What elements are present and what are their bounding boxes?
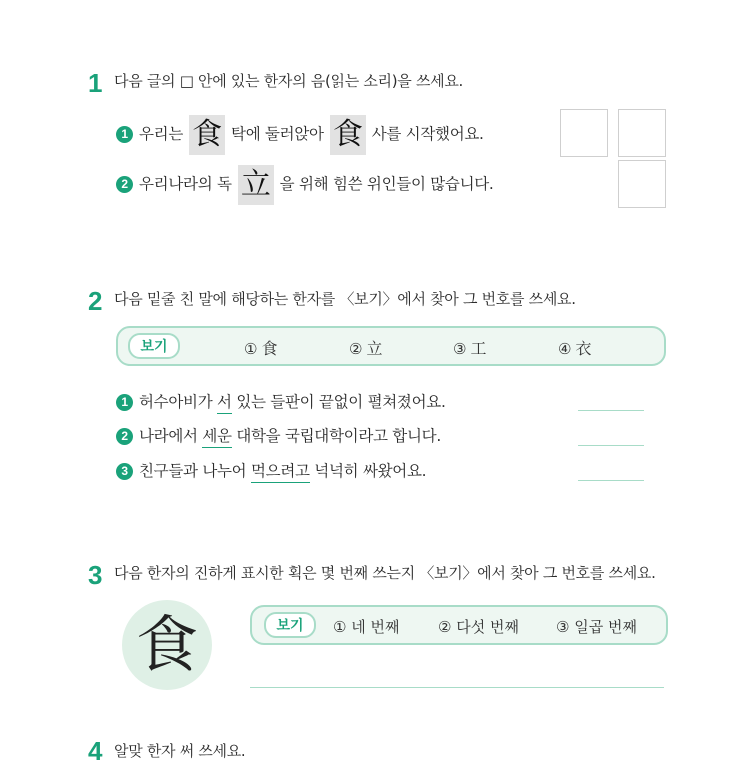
q2-item-2 (116, 428, 441, 445)
bogi-option-2 (349, 336, 382, 359)
question-2-number: 2 (88, 286, 103, 316)
answer-line-3[interactable] (578, 480, 644, 481)
hanja-box: 食 (189, 115, 225, 155)
bogi-label: 보기 (264, 612, 316, 638)
option-hanja: 衣 (575, 339, 592, 358)
question-1-prompt: 다음 글의 □ 안에 있는 한자의 음(읽는 소리)을 쓰세요. (114, 72, 463, 90)
bogi-option-1: ① 네 번째 (333, 618, 400, 636)
sentence-text: 친구들과 나누어 (139, 462, 251, 480)
sentence-text: 우리나라의 독 (139, 175, 232, 193)
answer-line-1[interactable] (578, 410, 644, 411)
item-marker: 1 (116, 126, 133, 143)
option-hanja: 食 (261, 339, 278, 358)
bogi-option-2: ② 다섯 번째 (438, 618, 519, 636)
option-number: ② (349, 340, 363, 358)
answer-line-2[interactable] (578, 445, 644, 446)
q2-item-3 (116, 463, 426, 480)
item-marker: 1 (116, 394, 133, 411)
sentence-text: 있는 들판이 끝없이 펼쳐졌어요. (231, 393, 446, 411)
underlined-word: 세운 (202, 427, 231, 448)
bogi-option-4 (558, 336, 591, 359)
question-2-prompt: 다음 밑줄 친 말에 해당하는 한자를 〈보기〉에서 찾아 그 번호를 쓰세요. (114, 290, 576, 308)
option-number: ③ (453, 340, 467, 358)
item-marker: 3 (116, 463, 133, 480)
question-4-prompt: 알맞 한자 써 쓰세요. (114, 742, 246, 760)
bogi-option-3 (453, 336, 486, 359)
sentence-text: 을 위해 힘쓴 위인들이 많습니다. (279, 175, 494, 193)
answer-box-2[interactable] (618, 160, 666, 208)
sentence-text: 탁에 둘러앉아 (231, 125, 324, 143)
question-3-number: 3 (88, 560, 103, 590)
underlined-word: 서 (217, 393, 232, 414)
q2-item-1 (116, 394, 446, 411)
answer-box-1a[interactable] (560, 109, 608, 157)
item-marker: 2 (116, 176, 133, 193)
q1-item-1 (116, 114, 484, 154)
bogi-option-3: ③ 일곱 번째 (556, 618, 637, 636)
hanja-box: 食 (330, 115, 366, 155)
big-hanja: 食 (135, 608, 198, 681)
item-marker: 2 (116, 428, 133, 445)
bogi-label: 보기 (128, 333, 180, 359)
underlined-word: 먹으려고 (251, 462, 310, 483)
option-hanja: 立 (366, 339, 383, 358)
hanja-box: 立 (238, 165, 274, 205)
question-3-prompt: 다음 한자의 진하게 표시한 획은 몇 번째 쓰는지 〈보기〉에서 찾아 그 번호를 쓰세요. (114, 564, 656, 582)
sentence-text: 넉넉히 싸왔어요. (309, 462, 427, 480)
q1-item-2 (116, 164, 494, 204)
bogi-option-1 (244, 336, 277, 359)
option-number: ④ (558, 340, 572, 358)
option-number: ① (244, 340, 258, 358)
sentence-text: 사를 시작했어요. (371, 125, 484, 143)
sentence-text: 허수아비가 (139, 393, 217, 411)
sentence-text: 우리는 (139, 125, 184, 143)
question-1-number: 1 (88, 68, 103, 98)
question-4-number: 4 (88, 736, 103, 766)
option-hanja: 工 (470, 339, 487, 358)
answer-line-q3[interactable] (250, 687, 664, 688)
sentence-text: 나라에서 (139, 427, 203, 445)
sentence-text: 대학을 국립대학이라고 합니다. (231, 427, 441, 445)
answer-box-1b[interactable] (618, 109, 666, 157)
